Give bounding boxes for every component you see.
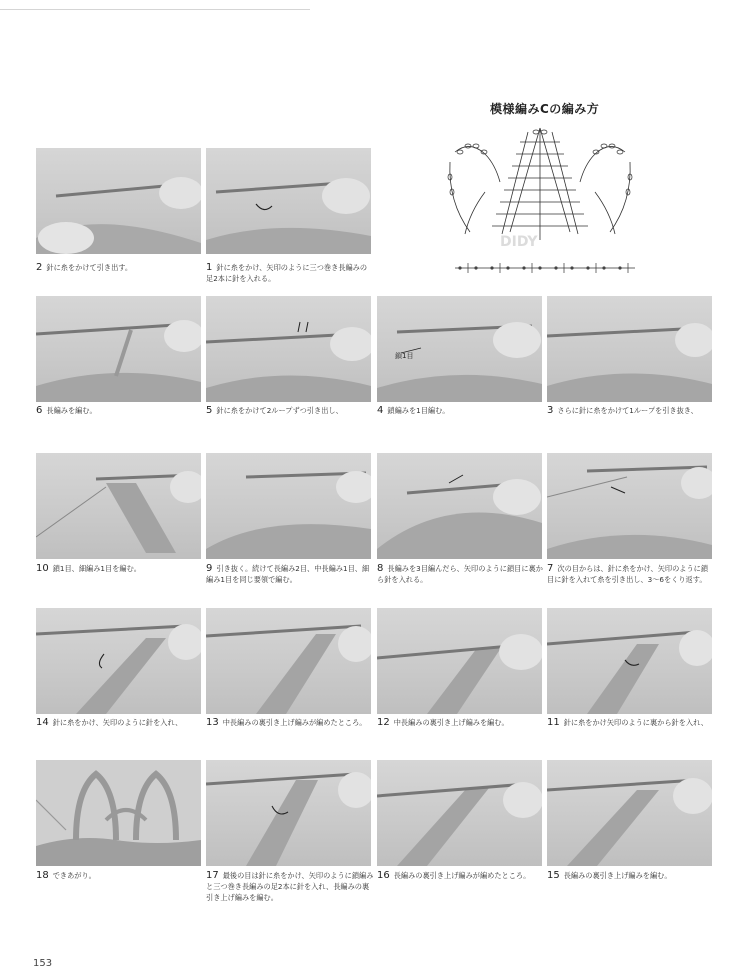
diagram-watermark: DIDY xyxy=(500,234,538,250)
top-rule xyxy=(0,9,310,10)
step-caption-11: 11 針に糸をかけ矢印のように裏から針を入れ、 xyxy=(547,717,708,728)
step-photo-11 xyxy=(547,608,712,714)
step-photo-13 xyxy=(206,608,371,714)
step-caption-14: 14 針に糸をかけ、矢印のように針を入れ、 xyxy=(36,717,183,728)
step-caption-13: 13 中長編みの裏引き上げ編みが編めたところ。 xyxy=(206,717,367,728)
step-caption-5: 5 針に糸をかけて2ループずつ引き出し、 xyxy=(206,405,343,416)
step-caption-2: 2 針に糸をかけて引き出す。 xyxy=(36,262,133,273)
step-caption-16: 16 長編みの裏引き上げ編みが編めたところ。 xyxy=(377,870,531,881)
step-caption-15: 15 長編みの裏引き上げ編みを編む。 xyxy=(547,870,672,881)
step-photo-9 xyxy=(206,453,371,559)
step-photo-15 xyxy=(547,760,712,866)
step-caption-9: 9 引き抜く。続けて長編み2目、中長編み1目、細編み1目を同じ要領で編む。 xyxy=(206,563,370,584)
step-caption-10: 10 鎖1目、細編み1目を編む。 xyxy=(36,563,141,574)
chain-label: 鎖1目 xyxy=(395,352,414,360)
step-photo-1 xyxy=(206,148,371,254)
step-caption-7: 7 次の目からは、針に糸をかけ、矢印のように鎖目に針を入れて糸を引き出し、3～6をくり返す。 xyxy=(547,563,709,584)
step-caption-12: 12 中長編みの裏引き上げ編みを編む。 xyxy=(377,717,509,728)
step-photo-12 xyxy=(377,608,542,714)
step-caption-17: 17 最後の目は針に糸をかけ、矢印のように鎖編みと三つ巻き長編みの足2本に針を入れ、長編みの裏引き上げ編みを編む。 xyxy=(206,870,374,902)
page-number: 153 xyxy=(33,958,53,969)
step-photo-8 xyxy=(377,453,542,559)
crochet-chart-diagram xyxy=(440,122,650,282)
step-caption-1: 1 針に糸をかけ、矢印のように三つ巻き長編みの足2本に針を入れる。 xyxy=(206,262,368,283)
step-caption-18: 18 できあがり。 xyxy=(36,870,96,881)
step-photo-6 xyxy=(36,296,201,402)
step-photo-10 xyxy=(36,453,201,559)
step-photo-4 xyxy=(377,296,542,402)
step-caption-3: 3 さらに針に糸をかけて1ループを引き抜き、 xyxy=(547,405,698,416)
step-photo-2 xyxy=(36,148,201,254)
step-photo-18 xyxy=(36,760,201,866)
step-caption-8: 8 長編みを3目編んだら、矢印のように鎖目に裏から針を入れる。 xyxy=(377,563,543,584)
diagram-title: 模様編みCの編み方 xyxy=(490,102,600,116)
step-caption-4: 4 鎖編みを1目編む。 xyxy=(377,405,450,416)
step-photo-14 xyxy=(36,608,201,714)
step-photo-7 xyxy=(547,453,712,559)
step-photo-16 xyxy=(377,760,542,866)
step-photo-17 xyxy=(206,760,371,866)
step-photo-5 xyxy=(206,296,371,402)
step-photo-3 xyxy=(547,296,712,402)
step-caption-6: 6 長編みを編む。 xyxy=(36,405,97,416)
